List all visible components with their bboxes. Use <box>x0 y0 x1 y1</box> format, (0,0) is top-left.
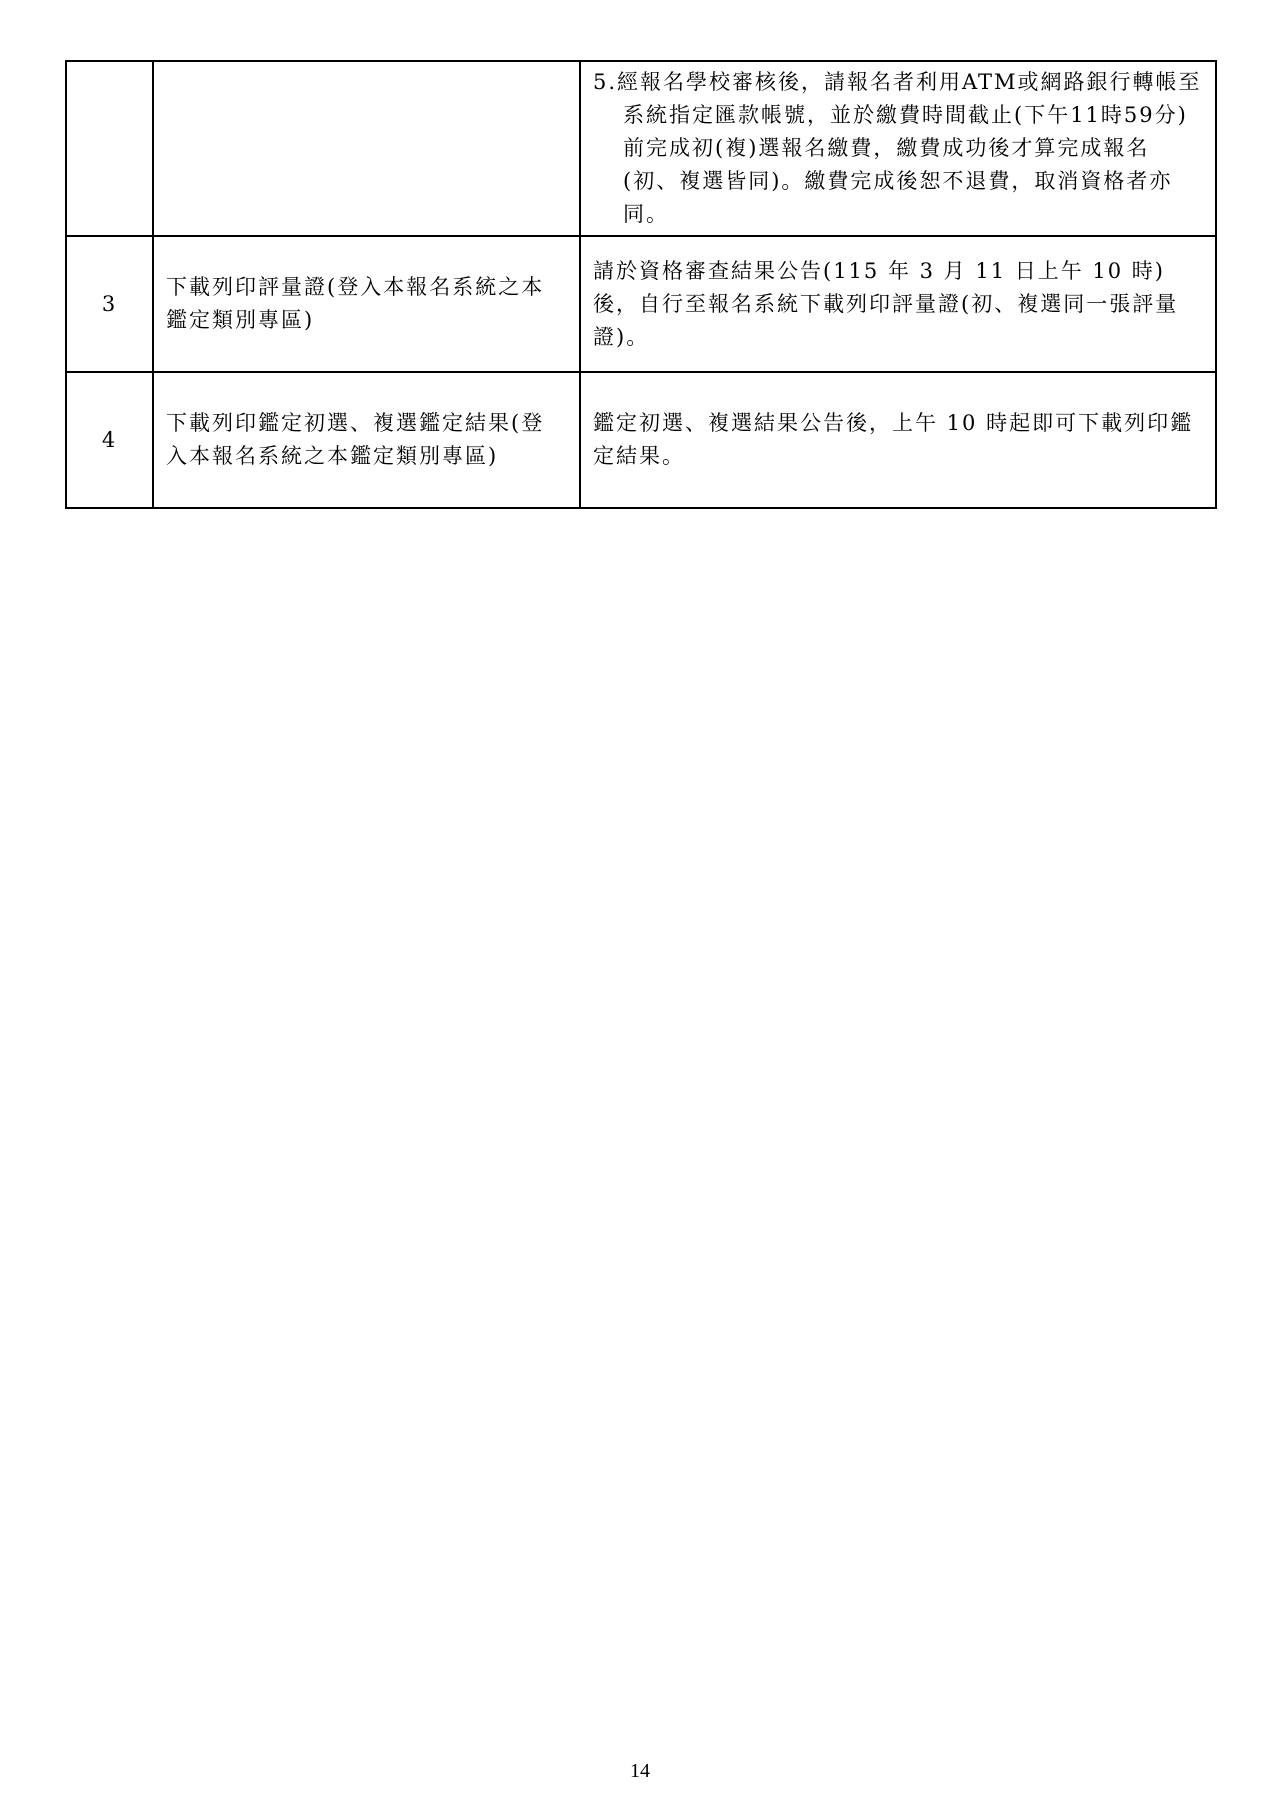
step-description-cell: 鑑定初選、複選結果公告後，上午 10 時起即可下載列印鑑定結果。 <box>580 372 1216 508</box>
step-item-cell: 下載列印鑑定初選、複選鑑定結果(登入本報名系統之本鑑定類別專區) <box>153 372 580 508</box>
step-description-cell <box>580 61 1216 236</box>
step-description-cell: 請於資格審查結果公告(115 年 3 月 11 日上午 10 時)後，自行至報名系統下載列印評量證(初、複選同一張評量證)。 <box>580 236 1216 372</box>
table-row <box>66 61 1216 236</box>
procedure-table <box>65 60 1217 509</box>
step-number-cell: 3 <box>66 236 153 372</box>
page-number: 14 <box>630 1760 650 1782</box>
table-row <box>66 236 1216 372</box>
table-row <box>66 372 1216 508</box>
step-item-cell <box>153 61 580 236</box>
step-number-cell: 4 <box>66 372 153 508</box>
step-description-text: 5.經報名學校審核後，請報名者利用ATM或網路銀行轉帳至系統指定匯款帳號，並於繳費時間截止(下午11時59分)前完成初(複)選報名繳費，繳費成功後才算完成報名(初、複選皆同)。繳費完成後恕不退費，取消資格者亦同。 <box>593 70 1202 226</box>
step-item-cell: 下載列印評量證(登入本報名系統之本鑑定類別專區) <box>153 236 580 372</box>
step-number-cell <box>66 61 153 236</box>
